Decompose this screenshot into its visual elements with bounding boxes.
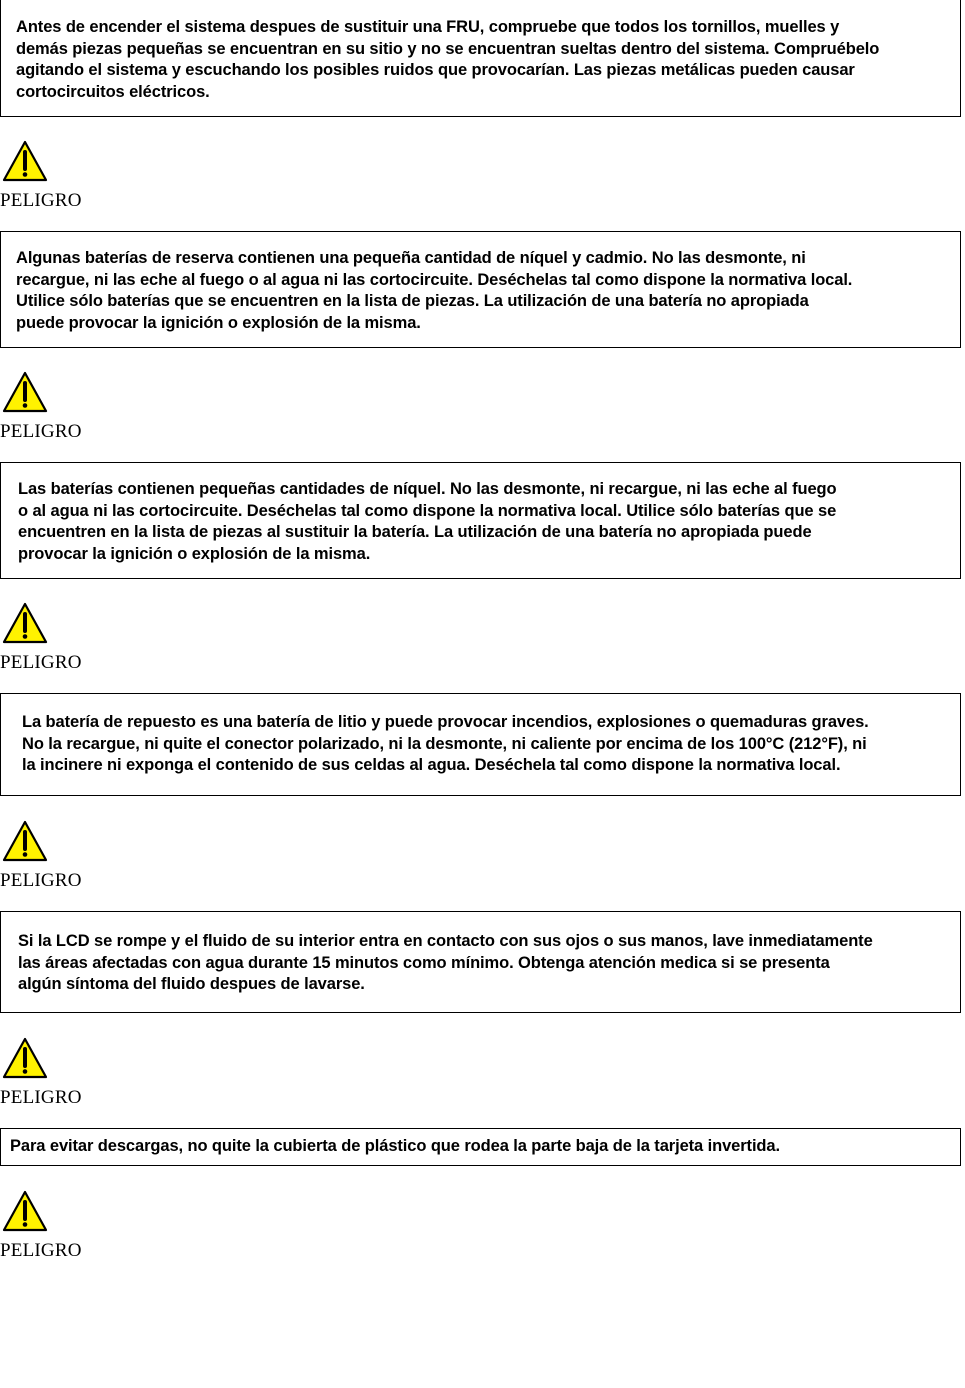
danger-label: PELIGRO xyxy=(0,1087,82,1108)
notice-text: La batería de repuesto es una batería de litio y puede provocar incendios, explosiones o quemaduras graves. No la recargue, ni quite el conector polarizado, ni la desmonte, ni caliente por encima de los 100°C (212°F), ni la incinere ni exponga el contenido de sus celdas al agua. Deséchela tal como dispone la normativa local. xyxy=(22,713,869,774)
notice-text: Si la LCD se rompe y el fluido de su interior entra en contacto con sus ojos o sus manos, lave inmediatamente las áreas afectadas con agua durante 15 minutos como mínimo. Obtenga atención medica si se presenta algún síntoma del fluido despues de lavarse. xyxy=(18,932,873,993)
notice-text: Para evitar descargas, no quite la cubierta de plástico que rodea la parte baja de la tarjeta invertida. xyxy=(10,1137,780,1155)
notice-box-5 xyxy=(0,911,961,1013)
notice-box-6 xyxy=(0,1128,961,1166)
notice-box-4 xyxy=(0,693,961,796)
danger-label: PELIGRO xyxy=(0,870,82,891)
warning-triangle-icon xyxy=(2,140,48,182)
danger-label: PELIGRO xyxy=(0,652,82,673)
warning-triangle-icon xyxy=(2,820,48,862)
notice-text: Algunas baterías de reserva contienen una pequeña cantidad de níquel y cadmio. No las desmonte, ni recargue, ni las eche al fuego o al agua ni las cortocircuite. Deséchelas tal como dispone la normativa local. Utilice sólo baterías que se encuentren en la lista de piezas. La utilización de una batería no apropiada puede provocar la ignición o explosión de la misma. xyxy=(16,249,853,332)
notice-box-1 xyxy=(0,0,961,117)
danger-label: PELIGRO xyxy=(0,190,82,211)
danger-label: PELIGRO xyxy=(0,421,82,442)
notice-box-2 xyxy=(0,231,961,348)
warning-triangle-icon xyxy=(2,602,48,644)
notice-box-3 xyxy=(0,462,961,579)
notice-text: Las baterías contienen pequeñas cantidades de níquel. No las desmonte, ni recargue, ni las eche al fuego o al agua ni las cortocircuite. Deséchelas tal como dispone la normativa local. Utilice sólo baterías que se encuentren en la lista de piezas al sustituir la batería. La utilización de una batería no apropiada puede provocar la ignición o explosión de la misma. xyxy=(18,480,837,563)
warning-triangle-icon xyxy=(2,371,48,413)
notice-text: Antes de encender el sistema despues de sustituir una FRU, compruebe que todos los tornillos, muelles y demás piezas pequeñas se encuentran en su sitio y no se encuentran sueltas dentro del sistema. Compruébelo agitando el sistema y escuchando los posibles ruidos que provocarían. Las piezas metálicas pueden causar cortocircuitos eléctricos. xyxy=(16,18,880,101)
warning-triangle-icon xyxy=(2,1190,48,1232)
warning-triangle-icon xyxy=(2,1037,48,1079)
danger-label: PELIGRO xyxy=(0,1240,82,1261)
